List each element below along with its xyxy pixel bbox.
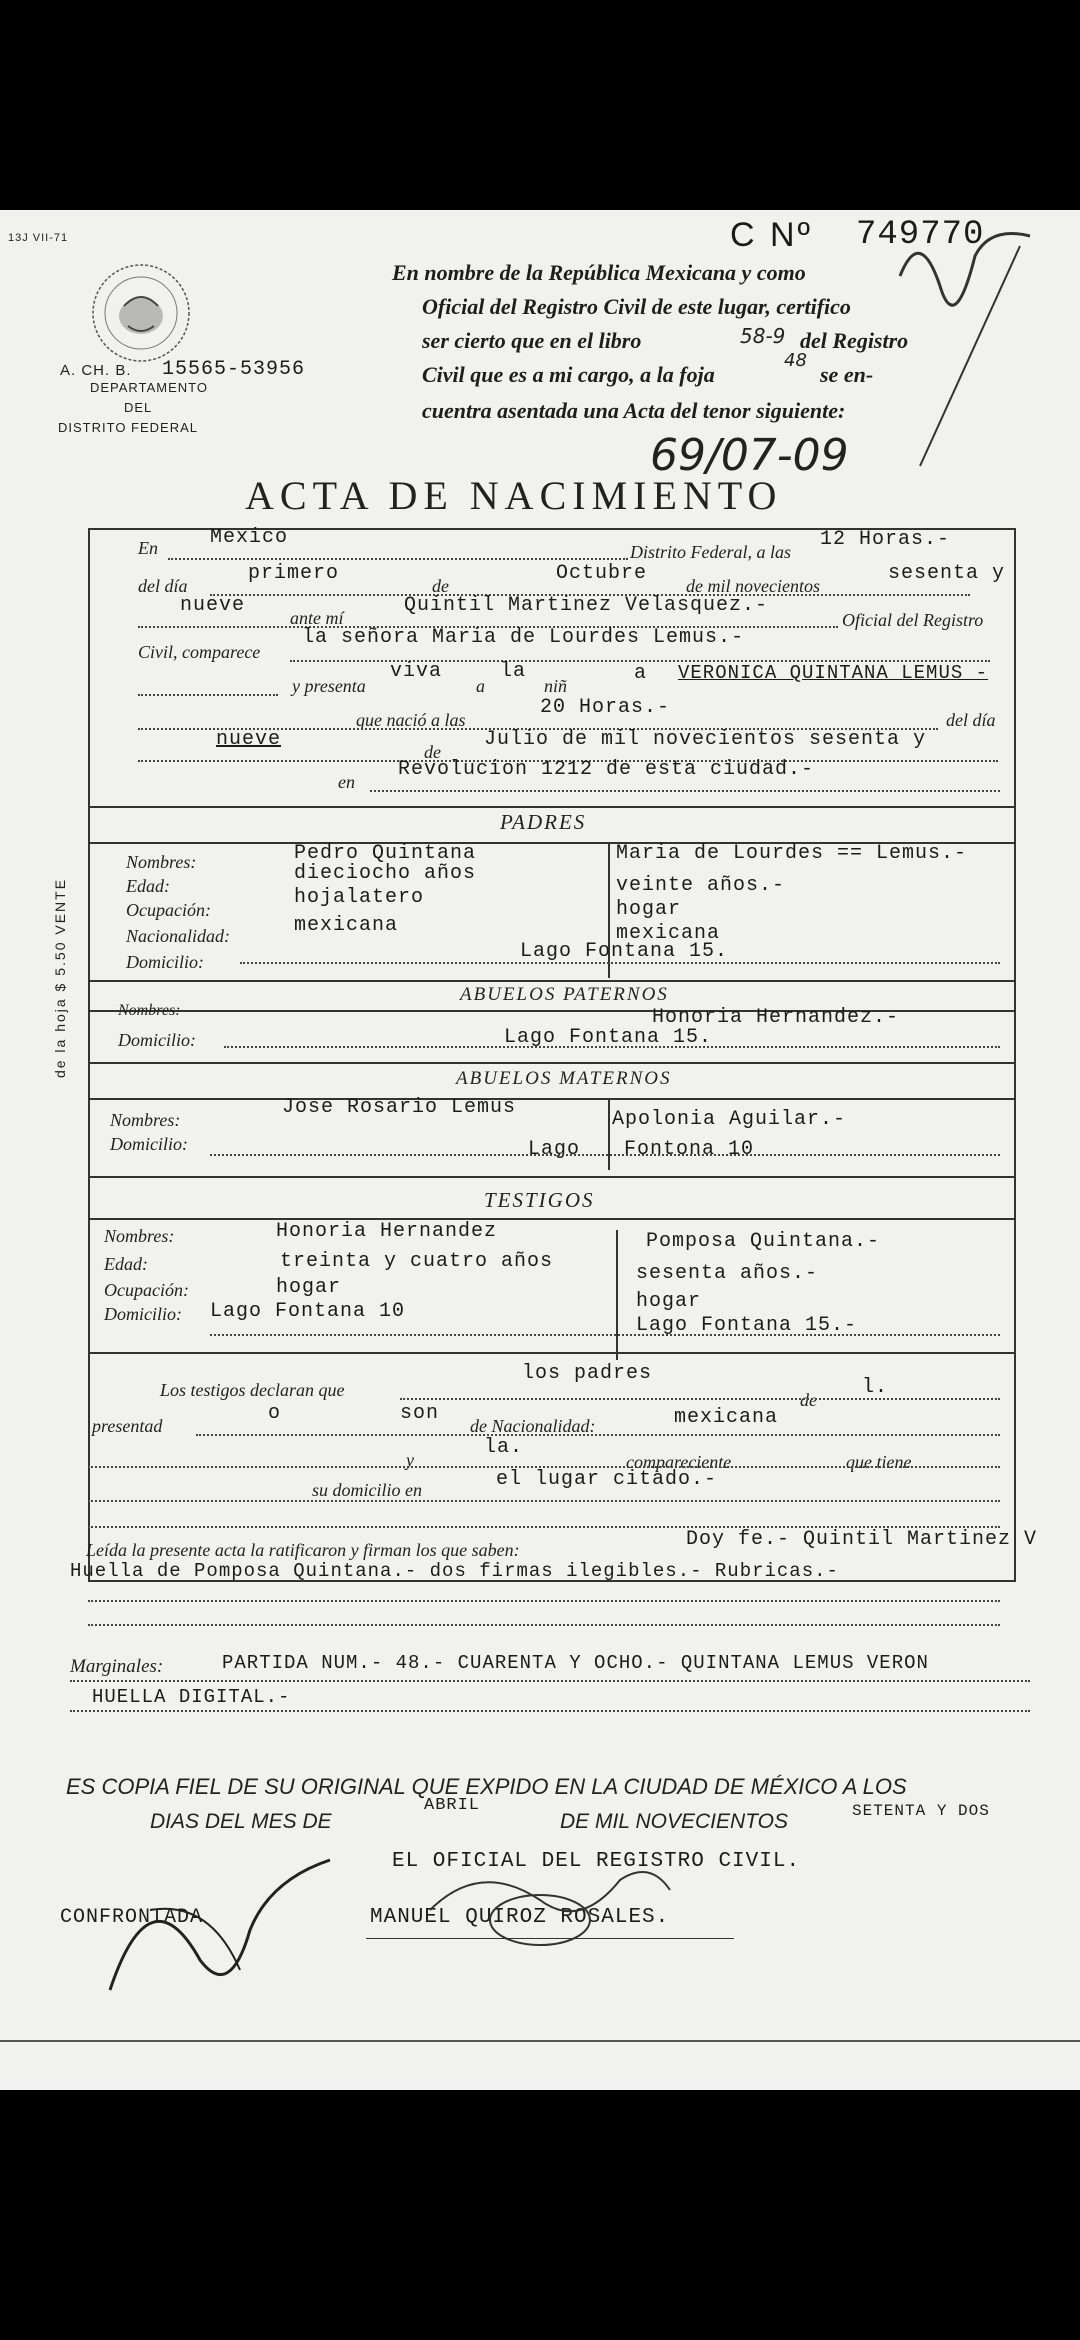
value-year1: sesenta y	[888, 562, 1006, 585]
value-padre-nacionalidad: mexicana	[294, 914, 399, 937]
copia-mes: ABRIL	[424, 1796, 481, 1815]
cert-foja: 48	[784, 350, 807, 371]
value-decl-nacionalidad: mexicana	[674, 1406, 779, 1429]
label-compareciente: compareciente	[626, 1452, 732, 1472]
cert-line3a: ser cierto que en el libro	[422, 328, 642, 353]
label-decl-nacionalidad: de Nacionalidad:	[470, 1416, 596, 1436]
value-nin-suffix: a	[634, 662, 648, 685]
value-hour: 12 Horas.-	[820, 528, 951, 551]
cert-book: 58-9	[740, 324, 786, 348]
value-birth-place: Revolucion 1212 de esta ciudad.-	[398, 758, 815, 781]
label-am-domicilio: Domicilio:	[110, 1134, 188, 1154]
coat-of-arms-seal-icon	[88, 260, 194, 366]
label-del-dia2: del día	[946, 710, 996, 730]
cert-line1: En nombre de la República Mexicana y como	[392, 260, 806, 285]
value-padres-domicilio: Lago Fontana 15.	[520, 940, 729, 963]
label-t-edad: Edad:	[104, 1254, 148, 1274]
value-compareciente: la señora Maria de Lourdes Lemus.-	[302, 626, 745, 649]
label-en2: en	[338, 772, 355, 792]
label-ap-domicilio: Domicilio:	[118, 1030, 196, 1050]
label-t-nombres: Nombres:	[104, 1226, 175, 1246]
label-presentad: presentad	[92, 1416, 163, 1436]
label-de: de	[432, 576, 449, 596]
value-decl-domicilio: el lugar citado.-	[496, 1468, 718, 1491]
section-testigos-title: TESTIGOS	[484, 1188, 595, 1212]
serial-number: 749770	[856, 216, 985, 254]
label-oficial: Oficial del Registro	[842, 610, 984, 630]
value-birth-hour: 20 Horas.-	[540, 696, 671, 719]
label-del-dia: del día	[138, 576, 188, 596]
label-presenta: y presenta	[292, 676, 366, 696]
label-ap-nombres: Nombres:	[118, 1002, 181, 1019]
value-t1-edad: treinta y cuatro años	[280, 1250, 554, 1273]
cert-line4a: Civil que es a mi cargo, a la foja	[422, 362, 715, 387]
value-birth-day: nueve	[216, 728, 282, 751]
value-madre-nacionalidad: mexicana	[616, 922, 721, 945]
label-que-tiene: que tiene	[846, 1452, 912, 1472]
value-decl-de: l.	[862, 1376, 889, 1399]
value-t2-nombre: Pomposa Quintana.-	[646, 1230, 881, 1253]
value-t2-ocupacion: hogar	[636, 1290, 702, 1313]
copia-line1: ES COPIA FIEL DE SU ORIGINAL QUE EXPIDO EN LA CIUDAD DE MÉXICO A LOS	[66, 1774, 907, 1799]
official-signature-scribble	[420, 1850, 680, 1960]
margin-stamp-text: de la hoja $ 5.50 VENTE	[52, 877, 69, 1079]
section-abuelos-maternos-title: ABUELOS MATERNOS	[456, 1068, 672, 1089]
value-padre-edad: dieciocho años	[294, 862, 477, 885]
value-day: primero	[248, 562, 340, 585]
cert-line3b: del Registro	[800, 328, 909, 353]
form-code: 13J VII-71	[8, 232, 69, 244]
document-title: ACTA DE NACIMIENTO	[245, 473, 783, 518]
agency-number: 15565-53956	[162, 358, 306, 381]
value-am-abuelo: Jose Rosario Lemus	[282, 1096, 517, 1119]
value-officer: Quintil Martinez Velasquez.-	[404, 594, 769, 617]
cert-line2: Oficial del Registro Civil de este lugar, certifico	[422, 294, 851, 319]
label-leida: Leída la presente acta la ratificaron y firman los que saben:	[86, 1540, 520, 1560]
label-padres-edad: Edad:	[126, 876, 170, 896]
label-nin: niñ	[544, 676, 568, 696]
value-t1-nombre: Honoria Hernandez	[276, 1220, 498, 1243]
label-t-ocupacion: Ocupación:	[104, 1280, 189, 1300]
value-am-dom-b: Fontona 10	[624, 1138, 755, 1161]
value-marginales-line2: HUELLA DIGITAL.-	[92, 1686, 291, 1708]
copia-nombre-oficial: MANUEL QUIROZ ROSALES.	[370, 1906, 670, 1929]
copia-label-mil: DE MIL NOVECIENTOS	[560, 1810, 788, 1833]
label-a: a	[476, 676, 485, 696]
department-line2: DEL	[124, 400, 153, 415]
birth-certificate-document	[0, 210, 1080, 2090]
section-abuelos-paternos-title: ABUELOS PATERNOS	[460, 984, 669, 1005]
label-t-domicilio: Domicilio:	[104, 1304, 182, 1324]
value-t2-domicilio: Lago Fontana 15.-	[636, 1314, 858, 1337]
handwritten-date: 69/07-09	[650, 430, 849, 481]
copia-oficial: EL OFICIAL DEL REGISTRO CIVIL.	[392, 1850, 801, 1873]
value-madre-ocupacion: hogar	[616, 898, 682, 921]
department-line1: DEPARTAMENTO	[90, 380, 208, 395]
serial-prefix: C Nº	[730, 216, 813, 254]
agency-code: A. CH. B.	[60, 362, 132, 379]
copia-anio: SETENTA Y DOS	[852, 1802, 990, 1820]
value-place: Mexico	[210, 526, 289, 549]
label-padres-nacionalidad: Nacionalidad:	[126, 926, 230, 946]
label-en: En	[138, 538, 158, 558]
department-line3: DISTRITO FEDERAL	[58, 420, 199, 435]
value-presentad: o	[268, 1402, 282, 1425]
label-nacio: que nació a las	[356, 710, 466, 730]
label-y: y	[406, 1450, 414, 1470]
label-de2: de	[424, 742, 441, 762]
section-padres-title: PADRES	[500, 810, 587, 834]
value-firma2: Huella de Pomposa Quintana.- dos firmas ilegibles.- Rubricas.-	[70, 1560, 839, 1582]
label-declaran: Los testigos declaran que	[160, 1380, 345, 1400]
value-year2: nueve	[180, 594, 246, 617]
value-am-dom-a: Lago	[528, 1138, 581, 1161]
label-civil: Civil, comparece	[138, 642, 261, 662]
value-child-name: VERONICA QUINTANA LEMUS -	[678, 662, 989, 684]
value-t2-edad: sesenta años.-	[636, 1262, 819, 1285]
signature-scribble	[90, 1840, 390, 2010]
value-madre-nombre: Maria de Lourdes == Lemus.-	[616, 842, 968, 865]
value-declaran: los padres	[522, 1362, 653, 1385]
copia-confronto: CONFRONTADA	[60, 1906, 204, 1929]
label-am-nombres: Nombres:	[110, 1110, 181, 1130]
label-ante: ante mí	[290, 608, 344, 628]
value-month: Octubre	[556, 562, 648, 585]
value-son: son	[400, 1402, 440, 1425]
label-padres-domicilio: Domicilio:	[126, 952, 204, 972]
label-domicilio-en: su domicilio en	[312, 1480, 422, 1500]
label-padres-nombres: Nombres:	[126, 852, 197, 872]
value-y: la.	[484, 1436, 524, 1459]
value-padre-ocupacion: hojalatero	[294, 886, 425, 909]
label-distrito: Distrito Federal, a las	[630, 542, 791, 562]
value-madre-edad: veinte años.-	[616, 874, 786, 897]
cert-line5: cuentra asentada una Acta del tenor siguiente:	[422, 398, 846, 423]
value-t1-ocupacion: hogar	[276, 1276, 342, 1299]
scribble-stroke	[880, 216, 1040, 476]
label-padres-ocupacion: Ocupación:	[126, 900, 211, 920]
cert-line4b: se en-	[820, 362, 874, 387]
value-marginales-line1: PARTIDA NUM.- 48.- CUARENTA Y OCHO.- QUINTANA LEMUS VERON	[222, 1652, 929, 1674]
label-decl-de: de	[800, 1390, 817, 1410]
value-t1-domicilio: Lago Fontana 10	[210, 1300, 406, 1323]
value-ap-domicilio: Lago Fontana 15.	[504, 1026, 713, 1049]
label-marginales: Marginales:	[70, 1656, 164, 1677]
label-mil: de mil novecientos	[686, 576, 820, 596]
copia-label-dias: DIAS DEL MES DE	[150, 1810, 332, 1833]
value-birth-date: Julio de mil novecientos sesenta y	[484, 728, 927, 751]
value-am-abuela: Apolonia Aguilar.-	[612, 1108, 847, 1131]
value-firma1: Doy fe.- Quintil Martinez V	[686, 1528, 1038, 1551]
value-ap-abuela: Honoria Hernandez.-	[652, 1006, 900, 1029]
value-padre-nombre: Pedro Quintana	[294, 842, 477, 865]
value-la: la	[500, 660, 527, 683]
value-viva: viva	[390, 660, 443, 683]
